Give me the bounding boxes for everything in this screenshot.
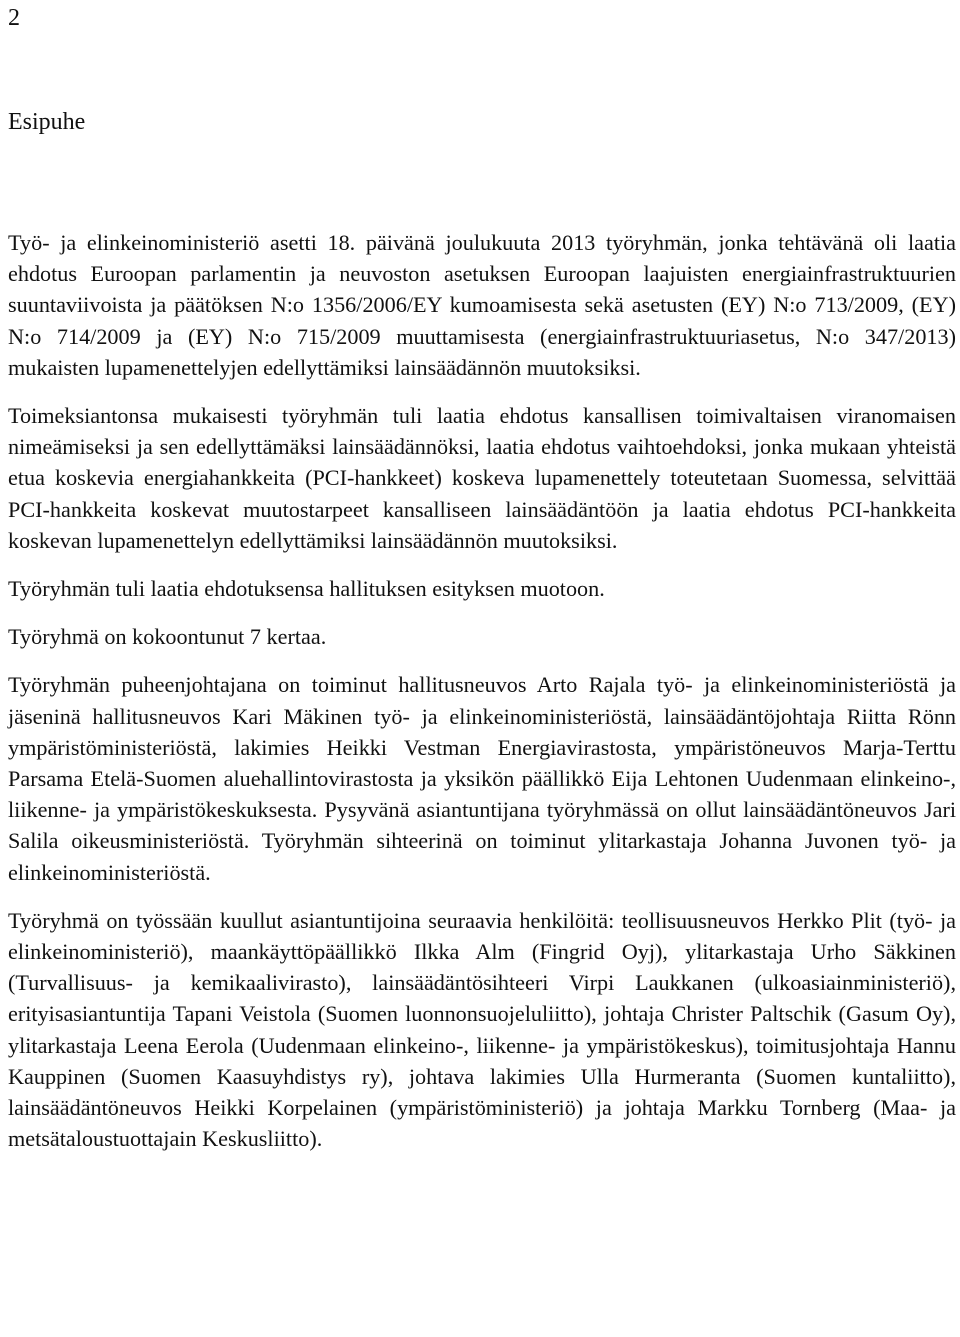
page-number: 2 <box>8 5 20 31</box>
body-text <box>8 227 956 1171</box>
paragraph-appointment: Työ- ja elinkeinoministeriö asetti 18. päivänä joulukuuta 2013 työryhmän, jonka tehtävänä oli laatia ehdotus Euroopan parlamentin ja neuvoston asetuksen Euroopan laajuisten energiainfrastruktuurien suuntaviivoista ja päätöksen N:o 1356/2006/EY kumoamisesta sekä asetusten (EY) N:o 713/2009, (EY) N:o 714/2009 ja (EY) N:o 715/2009 muuttamisesta (energiainfrastruktuuriasetus, N:o 347/2013) mukaisten lupamenettelyjen edellyttämiksi lainsäädännön muutoksiksi. <box>8 230 956 380</box>
page-title: Esipuhe <box>8 109 86 135</box>
paragraph-meetings: Työryhmä on kokoontunut 7 kertaa. <box>8 624 327 650</box>
paragraph-experts: Työryhmä on työssään kuullut asiantuntijoina seuraavia henkilöitä: teollisuusneuvos Herkko Plit (työ- ja elinkeinoministeriö), maankäyttöpäällikkö Ilkka Alm (Fingrid Oyj), ylitarkastaja Urho Säkkinen (Turvallisuus- ja kemikaalivirasto), lainsäädäntösihteeri Virpi Laukkanen (ulkoasiainministeriö), erityisasiantuntija Tapani Veistola (Suomen luonnonsuojeluliitto), johtaja Christer Paltschik (Gasum Oy), ylitarkastaja Leena Eerola (Uudenmaan elinkeino-, liikenne- ja ympäristökeskus), toimitusjohtaja Hannu Kauppinen (Suomen Kaasuyhdistys ry), johtava lakimies Ulla Hurmeranta (Suomen kuntaliitto), lainsäädäntöneuvos Heikki Korpelainen (ympäristöministeriö) ja johtaja Markku Tornberg (Maa- ja metsätaloustuottajain Keskusliitto). <box>8 907 956 1152</box>
paragraph-members: Työryhmän puheenjohtajana on toiminut hallitusneuvos Arto Rajala työ- ja elinkeinoministeriöstä ja jäseninä hallitusneuvos Kari Mäkinen työ- ja elinkeinoministeriöstä, lainsäädäntöjohtaja Riitta Rönn ympäristöministeriöstä, lakimies Heikki Vestman Energiavirastosta, ympäristöneuvos Marja-Terttu Parsama Etelä-Suomen aluehallintovirastosta ja yksikön päällikkö Eija Lehtonen Uudenmaan elinkeino-, liikenne- ja ympäristökeskuksesta. Pysyvänä asiantuntijana työryhmässä on ollut lainsäädäntöneuvos Jari Salila oikeusministeriöstä. Työryhmän sihteerinä on toiminut ylitarkastaja Johanna Juvonen työ- ja elinkeinoministeriöstä. <box>8 672 956 885</box>
paragraph-format: Työryhmän tuli laatia ehdotuksensa hallituksen esityksen muotoon. <box>8 576 605 602</box>
paragraph-mandate: Toimeksiantonsa mukaisesti työryhmän tuli laatia ehdotus kansallisen toimivaltaisen viranomaisen nimeämiseksi ja sen edellyttämäksi lainsäädännöksi, laatia ehdotus vaihtoehdoksi, jonka mukaan yhteistä etua koskevia energiahankkeita (PCI-hankkeet) koskeva lupamenettely toteutetaan Suomessa, selvittää PCI-hankkeita koskevat muutostarpeet kansalliseen lainsäädäntöön ja laatia ehdotus PCI-hankkeita koskevan lupamenettelyn edellyttämiksi lainsäädännön muutoksiksi. <box>8 403 956 553</box>
